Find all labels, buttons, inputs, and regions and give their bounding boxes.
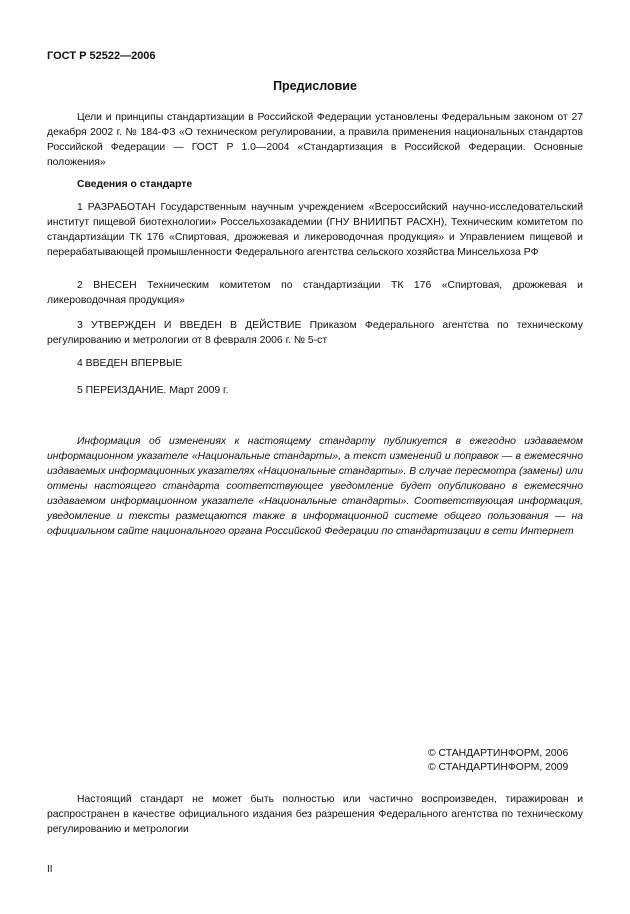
info-item-1: 1 РАЗРАБОТАН Государственным научным учреждением «Всероссийский научно-исследовательский институт пищевой биотехнологии» Россельхозакадемии (ГНУ ВНИИПБТ РАСХН), Техническим комитетом по стандартизации ТК 176 «Спиртовая, дрожжевая и ликероводочная продукция» и Управлением пищевой и перерабатывающей промышленности Федерального агентства сельского хозяйства Минсельхоза РФ: [47, 202, 583, 258]
page-number: II: [47, 864, 53, 875]
intro-paragraph: Цели и принципы стандартизации в Российской Федерации установлены Федеральным законом от 27 декабря 2002 г. № 184-ФЗ «О техническом регулировании, а правила применения национальных стандартов Российской Федерации — ГОСТ Р 1.0—2004 «Стандартизация в Российской Федерации. Основные положения»: [47, 112, 583, 168]
standard-id-header: ГОСТ Р 52522—2006: [47, 50, 156, 62]
page-title: Предисловие: [273, 79, 357, 93]
info-item-3: 3 УТВЕРЖДЕН И ВВЕДЕН В ДЕЙСТВИЕ Приказом Федерального агентства по техническому регулированию и метрологии от 8 февраля 2006 г. № 5-ст: [47, 320, 583, 346]
info-item-4: 4 ВВЕДЕН ВПЕРВЫЕ: [77, 358, 183, 369]
reproduction-notice: Настоящий стандарт не может быть полностью или частично воспроизведен, тиражирован и распространен в качестве официального издания без разрешения Федерального агентства по техническому регулированию и метрологии: [47, 794, 583, 835]
changes-info-note: Информация об изменениях к настоящему стандарту публикуется в ежегодно издаваемом информационном указателе «Национальные стандарты», а текст изменений и поправок — в ежемесячно издаваемых информационных указателях «Национальные стандарты». В случае пересмотра (замены) или отмены настоящего стандарта соответствующее уведомление будет опубликовано в ежемесячно издаваемом информационном указателе «Национальные стандарты». Соответствующая информация, уведомление и тексты размещаются также в информационной системе общего пользования — на официальном сайте национального органа Российской Федерации по стандартизации в сети Интернет: [47, 436, 583, 537]
info-item-2: 2 ВНЕСЕН Техническим комитетом по стандартизации ТК 176 «Спиртовая, дрожжевая и ликероводочная продукция»: [47, 280, 583, 306]
info-item-5: 5 ПЕРЕИЗДАНИЕ. Март 2009 г.: [77, 385, 229, 396]
copyright-line-1: © СТАНДАРТИНФОРМ, 2006: [428, 748, 569, 759]
section-subheading: Сведения о стандарте: [77, 179, 193, 190]
copyright-line-2: © СТАНДАРТИНФОРМ, 2009: [428, 762, 569, 773]
